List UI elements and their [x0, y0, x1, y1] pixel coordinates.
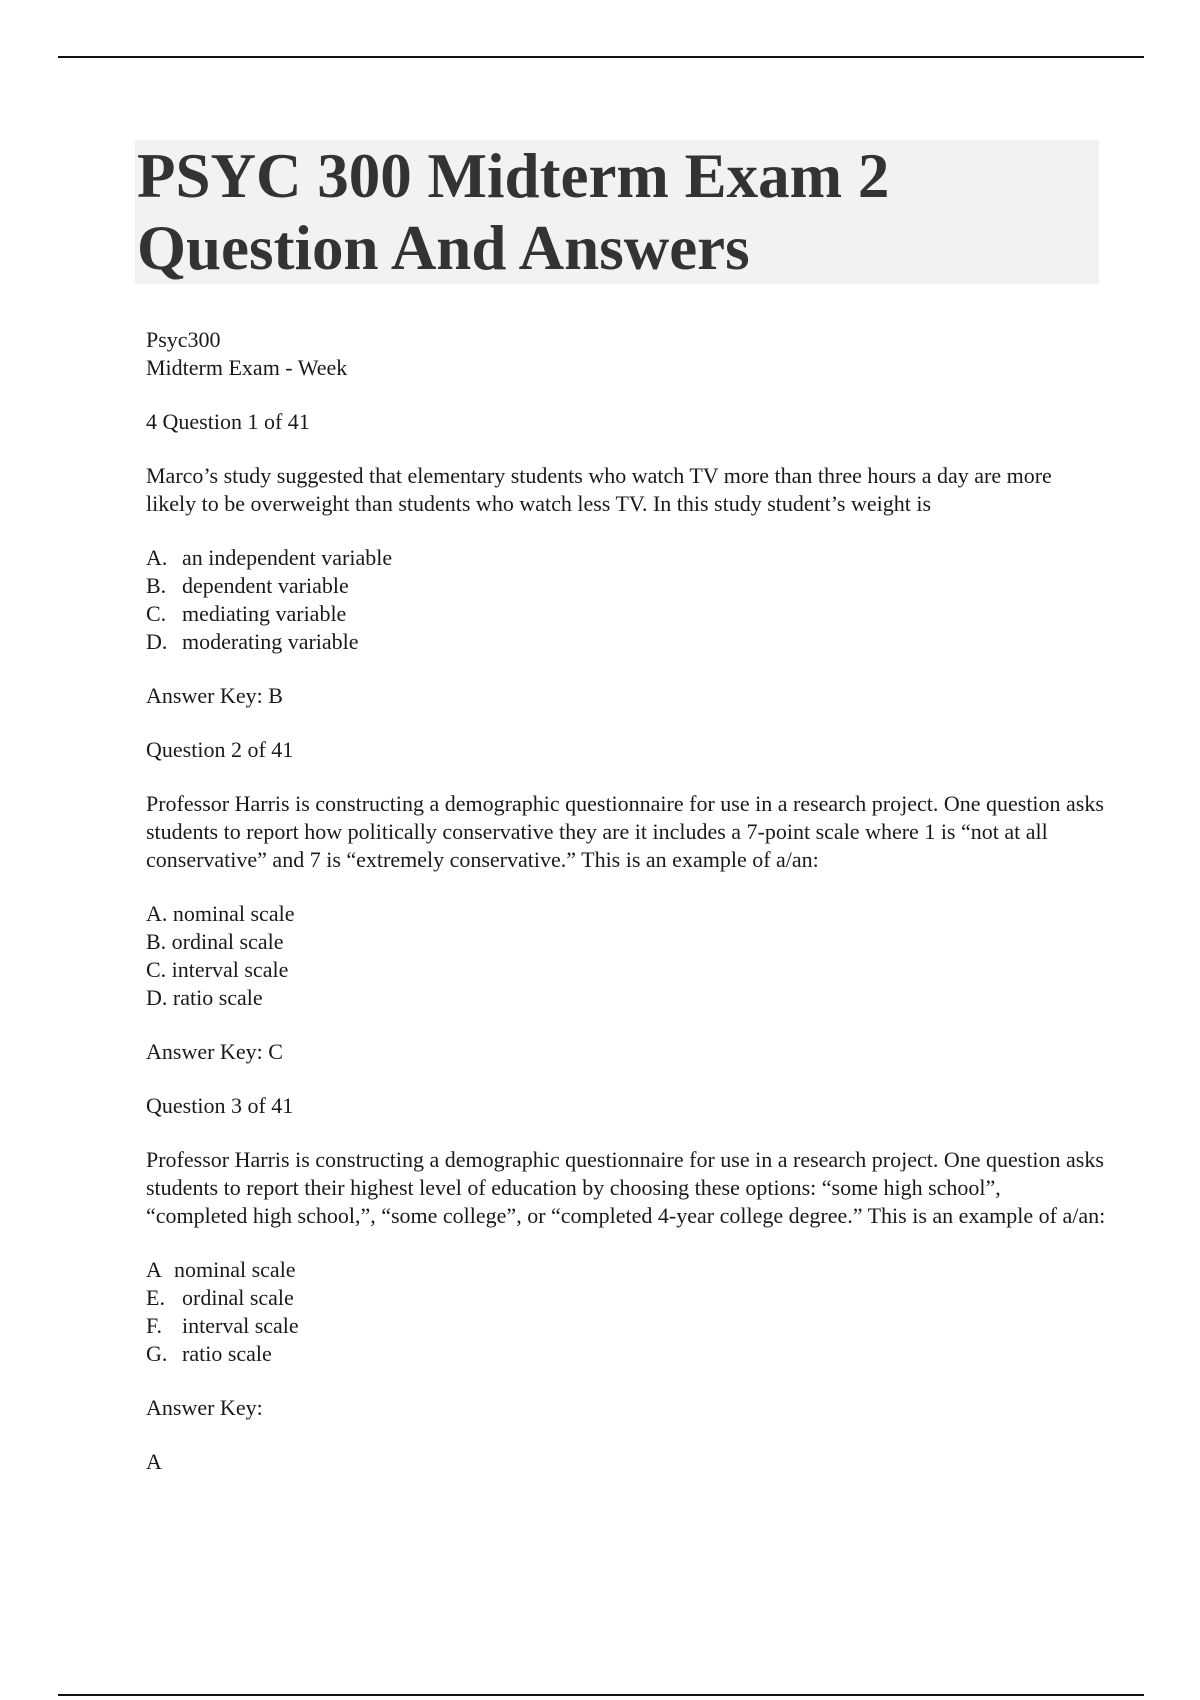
option-item: A. nominal scale: [146, 901, 295, 926]
question-1-options: [146, 544, 1106, 656]
title-banner: [135, 140, 1099, 284]
option-item: C. interval scale: [146, 957, 289, 982]
option-letter: F.: [146, 1313, 162, 1338]
question-2-label: Question 2 of 41: [146, 737, 294, 762]
option-item: [146, 544, 1106, 572]
option-text: ratio scale: [182, 1341, 272, 1366]
option-text: moderating variable: [182, 629, 359, 654]
option-letter: B.: [146, 573, 167, 598]
option-item: [146, 572, 1106, 600]
option-item: [146, 628, 1106, 656]
question-1-answer: Answer Key: B: [146, 683, 283, 708]
exam-name: Midterm Exam - Week: [146, 355, 348, 380]
question-2-answer: Answer Key: C: [146, 1039, 283, 1064]
page-title-line-1: PSYC 300 Midterm Exam 2: [137, 141, 890, 211]
option-item: [146, 1312, 1106, 1340]
question-3-label: Question 3 of 41: [146, 1093, 294, 1118]
option-item: [146, 600, 1106, 628]
option-item: [146, 1284, 1106, 1312]
question-2-text: Professor Harris is constructing a demographic questionnaire for use in a research project. One question asks students to report how politically conservative they are it includes a 7-point scale where 1 is “not at all conservative” and 7 is “extremely conservative.” This is an example of a/an:: [146, 791, 1104, 872]
option-text: dependent variable: [182, 573, 349, 598]
option-text: interval scale: [182, 1313, 299, 1338]
option-letter: C.: [146, 601, 167, 626]
option-text: ordinal scale: [182, 1285, 294, 1310]
page-title: [135, 140, 1099, 284]
option-item: [146, 1340, 1106, 1368]
option-text: mediating variable: [182, 601, 347, 626]
option-item: [146, 1256, 1106, 1284]
option-item: D. ratio scale: [146, 985, 263, 1010]
document-body: [146, 326, 1106, 1476]
option-text: nominal scale: [174, 1257, 296, 1282]
question-3-text: Professor Harris is constructing a demographic questionnaire for use in a research project. One question asks students to report their highest level of education by choosing these options: “some high school”, “completed high school,”, “some college”, or “completed 4-year college degree.” This is an example of a/an:: [146, 1147, 1106, 1228]
question-1-label: 4 Question 1 of 41: [146, 409, 310, 434]
question-3-answer-value: A: [146, 1449, 162, 1474]
option-text: an independent variable: [182, 545, 393, 570]
question-2-options: [146, 900, 1106, 1012]
option-letter: A: [146, 1257, 162, 1282]
option-letter: A.: [146, 545, 168, 570]
page-title-line-2: Question And Answers: [137, 213, 750, 283]
option-item: B. ordinal scale: [146, 929, 284, 954]
bottom-rule: [58, 1694, 1144, 1696]
question-3-answer: Answer Key:: [146, 1395, 263, 1420]
question-3-options: [146, 1256, 1106, 1368]
option-letter: G.: [146, 1341, 168, 1366]
top-rule: [58, 56, 1144, 58]
option-letter: D.: [146, 629, 168, 654]
option-letter: E.: [146, 1285, 165, 1310]
course-code: Psyc300: [146, 327, 221, 352]
question-1-text: Marco’s study suggested that elementary students who watch TV more than three hours a day are more likely to be overweight than students who watch less TV. In this study student’s weight is: [146, 463, 1052, 516]
